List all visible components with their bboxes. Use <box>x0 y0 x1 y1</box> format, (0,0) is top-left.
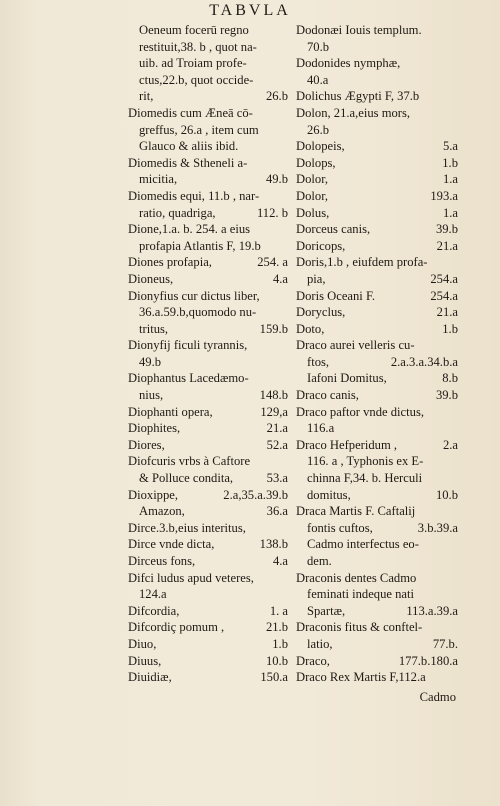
entry-page-ref: 26.b <box>265 89 288 104</box>
index-entry <box>128 437 288 454</box>
index-entry <box>296 138 458 155</box>
entry-text: & Polluce condita, <box>139 471 234 486</box>
index-entry <box>128 487 288 504</box>
index-entry <box>128 387 288 404</box>
entry-page-ref: 36.a <box>266 504 288 519</box>
entry-text: Dolichus Ægypti F, 37.b <box>296 89 420 104</box>
index-entry <box>296 122 458 139</box>
index-entry <box>296 420 458 437</box>
entry-page-ref: 8.b <box>442 371 458 386</box>
index-entry <box>296 520 458 537</box>
entry-text: fontis cuftos, <box>307 520 373 535</box>
entry-page-ref: 49.b <box>265 172 288 187</box>
entry-text: Draca Martis F. Caftalij <box>296 504 416 519</box>
index-entry <box>128 171 288 188</box>
index-entry <box>128 254 288 271</box>
entry-text: Doris,1.b , eiufdem profa- <box>296 255 428 270</box>
index-entry <box>296 487 458 504</box>
index-entry <box>296 88 458 105</box>
entry-text: 70.b <box>307 39 330 54</box>
entry-page-ref: 254. a <box>257 255 288 270</box>
index-entry <box>296 188 458 205</box>
index-entry <box>296 354 458 371</box>
index-entry <box>128 370 288 387</box>
index-entry <box>296 437 458 454</box>
index-entry <box>128 636 288 653</box>
entry-text: ratio, quadriga, <box>139 205 216 220</box>
entry-text: 26.b <box>307 122 330 137</box>
entry-text: Dioxippe, <box>128 487 179 502</box>
entry-text: feminati indeque nati <box>307 587 415 602</box>
entry-page-ref: 254.a <box>430 271 458 286</box>
index-entry <box>296 72 458 89</box>
index-entry <box>296 288 458 305</box>
entry-page-ref: 53.a <box>266 471 288 486</box>
entry-text: Draconis fitus & conftel- <box>296 620 423 635</box>
entry-text: Diophites, <box>128 421 181 436</box>
entry-text: Difcordia, <box>128 603 180 618</box>
index-entry <box>128 321 288 338</box>
index-entry <box>128 238 288 255</box>
index-column-right <box>296 22 458 686</box>
entry-text: Dionyfij ficuli tyrannis, <box>128 338 248 353</box>
entry-text: Dirceus fons, <box>128 554 196 568</box>
entry-page-ref: 1.b <box>442 155 458 170</box>
index-entry <box>296 304 458 321</box>
entry-text: Doris Oceani F. <box>296 288 376 303</box>
index-entry <box>128 536 288 553</box>
entry-text: Diophantus Lacedæmo- <box>128 371 249 386</box>
entry-page-ref: 39.b <box>435 222 458 237</box>
index-entry <box>296 105 458 122</box>
index-entry <box>128 520 288 537</box>
entry-page-ref: 113.a.39.a <box>406 603 458 618</box>
index-entry <box>296 271 458 288</box>
entry-text: Dirce vnde dicta, <box>128 537 215 552</box>
index-entry <box>128 271 288 288</box>
entry-page-ref: 3.b.39.a <box>417 520 458 535</box>
index-entry <box>296 553 458 570</box>
entry-text: Dodonæi Iouis templum. <box>296 23 422 37</box>
index-entry <box>296 619 458 636</box>
index-entry <box>296 387 458 404</box>
entry-page-ref: 1.a <box>442 172 458 187</box>
index-entry <box>128 39 288 56</box>
entry-page-ref: 1.b <box>272 636 288 651</box>
index-column-left <box>128 22 288 686</box>
index-entry <box>296 470 458 487</box>
index-entry <box>128 354 288 371</box>
index-entry <box>128 55 288 72</box>
entry-text: Doricops, <box>296 238 346 253</box>
index-entry <box>296 22 458 39</box>
entry-text: Iafoni Domitus, <box>307 371 387 386</box>
entry-text: Diomedis & Stheneli a- <box>128 155 248 170</box>
entry-text: 116.a <box>307 421 335 436</box>
index-entry <box>128 420 288 437</box>
entry-page-ref: 77.b. <box>432 636 458 651</box>
index-entry <box>128 653 288 670</box>
entry-page-ref: 21.a <box>436 238 458 253</box>
index-entry <box>296 39 458 56</box>
entry-text: Doto, <box>296 321 325 336</box>
entry-text: Diuidiæ, <box>128 670 172 685</box>
index-entry <box>296 254 458 271</box>
entry-text: Amazon, <box>139 504 185 519</box>
entry-page-ref: 112. b <box>256 205 288 220</box>
entry-text: Diophanti opera, <box>128 404 213 419</box>
entry-page-ref: 4.a <box>272 271 288 286</box>
entry-text: greffus, 26.a , item cum <box>139 122 259 137</box>
entry-text: Diuus, <box>128 653 162 668</box>
index-entry <box>296 404 458 421</box>
index-entry <box>296 503 458 520</box>
entry-page-ref: 177.b.180.a <box>398 653 458 668</box>
index-entry <box>296 586 458 603</box>
index-entry <box>128 138 288 155</box>
entry-page-ref: 148.b <box>259 388 288 403</box>
index-entry <box>128 603 288 620</box>
entry-page-ref: 2.a <box>442 437 458 452</box>
entry-text: Draco Hefperidum , <box>296 437 398 452</box>
entry-page-ref: 159.b <box>259 321 288 336</box>
index-entry <box>296 171 458 188</box>
entry-text: Cadmo interfectus eo- <box>307 537 419 552</box>
entry-text: Draco paftor vnde dictus, <box>296 404 424 419</box>
entry-text: Dolon, 21.a,eius mors, <box>296 105 411 120</box>
index-entry <box>296 536 458 553</box>
entry-text: Draco Rex Martis F,112.a <box>296 670 426 685</box>
index-entry <box>128 470 288 487</box>
entry-page-ref: 129,a <box>260 404 288 419</box>
entry-text: domitus, <box>307 487 351 502</box>
entry-text: pia, <box>307 271 326 286</box>
index-entry <box>296 238 458 255</box>
entry-text: uib. ad Troiam profe- <box>139 56 247 71</box>
entry-text: Spartæ, <box>307 603 346 618</box>
entry-page-ref: 254.a <box>430 288 458 303</box>
entry-text: Dorceus canis, <box>296 222 371 237</box>
entry-text: Difci ludus apud veteres, <box>128 570 254 585</box>
index-entry <box>296 669 458 686</box>
index-entry <box>296 636 458 653</box>
entry-text: Doryclus, <box>296 305 346 320</box>
index-entry <box>296 453 458 470</box>
index-entry <box>128 88 288 105</box>
entry-text: 124.a <box>139 587 167 602</box>
entry-page-ref: 193.a <box>430 188 458 203</box>
entry-page-ref: 1.b <box>442 321 458 336</box>
index-entry <box>128 337 288 354</box>
entry-text: Dolopeis, <box>296 139 345 154</box>
index-entry <box>296 155 458 172</box>
index-entry <box>296 603 458 620</box>
index-entry <box>128 188 288 205</box>
entry-page-ref: 4.a <box>272 554 288 568</box>
index-entry <box>296 337 458 354</box>
entry-text: Draco canis, <box>296 388 359 403</box>
index-entry <box>296 55 458 72</box>
entry-text: 36.a.59.b,quomodo nu- <box>139 305 257 320</box>
index-entry <box>128 404 288 421</box>
entry-text: Draconis dentes Cadmo <box>296 570 417 585</box>
index-entry <box>128 619 288 636</box>
entry-text: Diomedis cum Æneā cō- <box>128 105 253 120</box>
entry-text: Glauco & aliis ibid. <box>139 139 239 154</box>
index-entry <box>128 669 288 686</box>
entry-page-ref: 39.b <box>435 388 458 403</box>
entry-page-ref: 138.b <box>259 537 288 552</box>
entry-page-ref: 10.b <box>435 487 458 502</box>
index-entry <box>128 155 288 172</box>
entry-text: Dolops, <box>296 155 336 170</box>
entry-text: Dirce.3.b,eius interitus, <box>128 520 246 535</box>
entry-text: chinna F,34. b. Herculi <box>307 471 423 486</box>
entry-text: ftos, <box>307 354 330 369</box>
entry-text: Diomedis equi, 11.b , nar- <box>128 188 260 203</box>
index-entry <box>296 221 458 238</box>
index-entry <box>128 221 288 238</box>
entry-page-ref: 1.a <box>442 205 458 220</box>
index-entry <box>128 205 288 222</box>
entry-page-ref: 150.a <box>260 670 288 685</box>
index-entry <box>128 453 288 470</box>
index-entry <box>296 205 458 222</box>
entry-text: 116. a , Typhonis ex E- <box>307 454 424 469</box>
entry-text: Oeneum focerū regno <box>139 23 249 37</box>
index-entry <box>296 653 458 670</box>
entry-page-ref: 52.a <box>266 437 288 452</box>
entry-text: 40.a <box>307 72 329 87</box>
entry-text: Draco aurei velleris cu- <box>296 338 415 353</box>
entry-text: Diones profapia, <box>128 255 212 270</box>
entry-page-ref: 21.a <box>436 305 458 320</box>
catchword: Cadmo <box>419 690 456 704</box>
entry-text: Dolus, <box>296 205 330 220</box>
entry-page-ref: 2.a,35.a.39.b <box>223 487 288 502</box>
entry-text: Diores, <box>128 437 165 452</box>
entry-text: Dolor, <box>296 172 329 187</box>
index-entry <box>128 553 288 570</box>
index-entry <box>128 288 288 305</box>
entry-page-ref: 5.a <box>442 139 458 154</box>
entry-text: restituit,38. b , quot na- <box>139 39 257 54</box>
entry-page-ref: 10.b <box>265 653 288 668</box>
index-entry <box>128 105 288 122</box>
index-entry <box>128 22 288 39</box>
entry-text: profapia Atlantis F, 19.b <box>139 238 261 253</box>
entry-text: Diofcuris vrbs à Caftore <box>128 454 251 469</box>
index-entry <box>296 570 458 587</box>
entry-text: Dolor, <box>296 188 329 203</box>
entry-text: Dioneus, <box>128 271 174 286</box>
entry-page-ref: 21.b <box>265 620 288 635</box>
entry-page-ref: 21.a <box>266 421 288 436</box>
entry-text: Diuo, <box>128 636 157 651</box>
entry-text: ctus,22.b, quot occide- <box>139 72 254 87</box>
entry-text: Difcordiç pomum , <box>128 620 225 635</box>
entry-page-ref: 2.a.3.a.34.b.a <box>390 354 458 369</box>
index-entry <box>296 370 458 387</box>
running-head: TABVLA <box>209 2 291 19</box>
entry-text: nius, <box>139 388 164 403</box>
index-entry <box>128 72 288 89</box>
entry-text: Dionyfius cur dictus liber, <box>128 288 260 303</box>
index-entry <box>128 586 288 603</box>
entry-text: tritus, <box>139 321 169 336</box>
entry-text: micitia, <box>139 172 178 187</box>
entry-text: Draco, <box>296 653 330 668</box>
index-entry <box>296 321 458 338</box>
entry-text: latio, <box>307 636 333 651</box>
index-entry <box>128 503 288 520</box>
entry-page-ref: 1. a <box>269 603 288 618</box>
entry-text: Dodonides nymphæ, <box>296 56 401 71</box>
index-entry <box>128 570 288 587</box>
index-entry <box>128 122 288 139</box>
entry-text: rit, <box>139 89 154 104</box>
entry-text: dem. <box>307 554 332 568</box>
index-entry <box>128 304 288 321</box>
entry-text: Dione,1.a. b. 254. a eius <box>128 222 251 237</box>
entry-text: 49.b <box>139 354 162 369</box>
